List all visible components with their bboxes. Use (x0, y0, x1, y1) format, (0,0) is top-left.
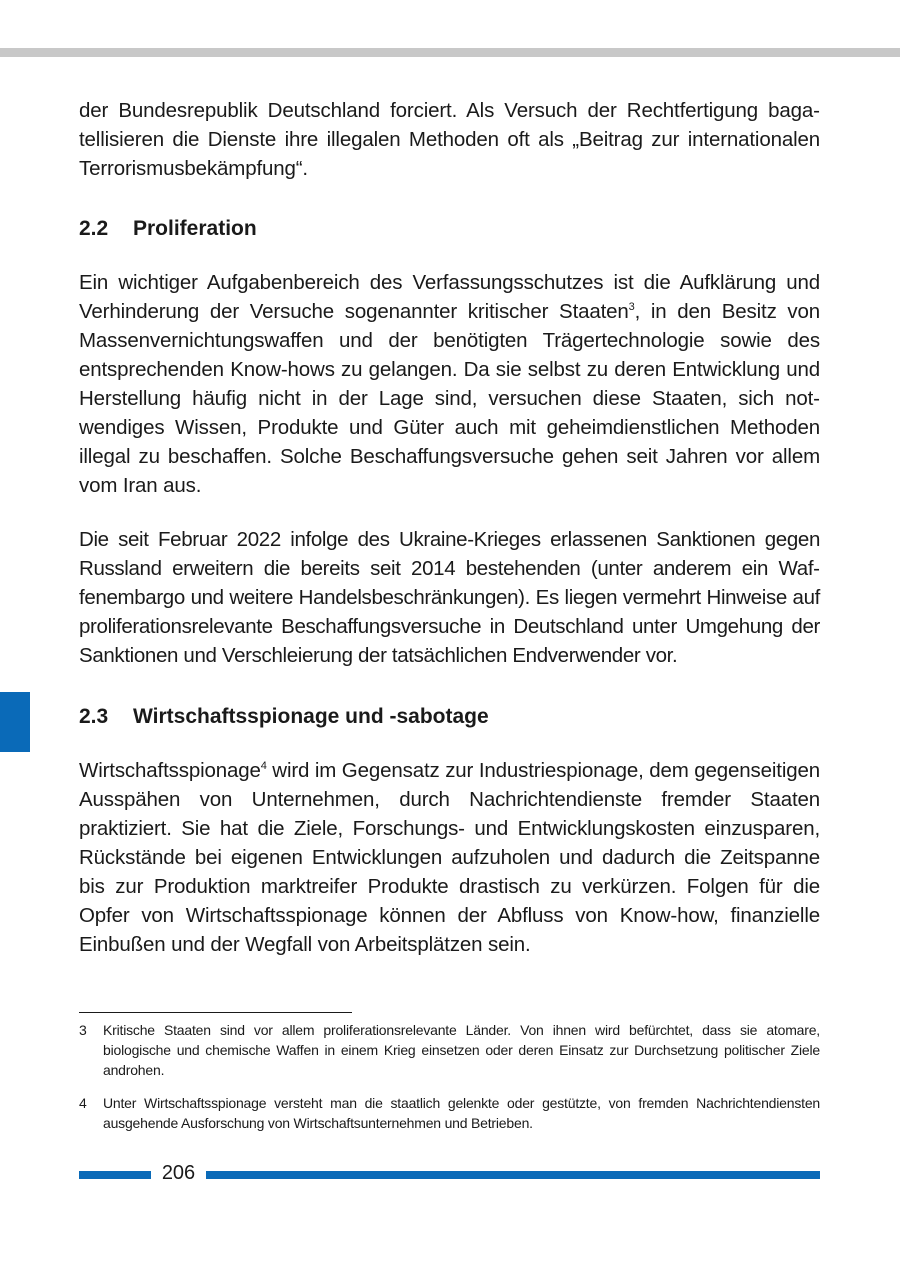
footnote-3 (79, 1020, 820, 1080)
proliferation-paragraph-2: Die seit Februar 2022 infolge des Ukraine-Krieges erlassenen Sanktionen gegen Russland erweitern die bereits seit 2014 bestehenden (unter anderem ein Waffenembargo und weitere Handelsbeschränkungen). Es liegen vermehrt Hinweise auf proliferationsrelevante Beschaffungsversuche in Deutschland unter Umgehung der Sanktionen und Verschleierung der tatsächlichen Endverwender vor. (79, 528, 820, 667)
section-number: 2.3 (79, 705, 109, 728)
paragraph-text: Ein wichtiger Aufgabenbereich des Verfassungsschutzes ist die Aufklärung und Verhinderung der Versuche sogenannter kritischer Staaten (79, 271, 820, 323)
section-heading-2-2 (79, 214, 820, 243)
chapter-side-tab (0, 692, 30, 752)
paragraph-text: wird im Gegensatz zur Industriespionage, dem gegenseitigen Ausspähen von Unternehmen, durch Nachrichtendienste fremder Staaten praktiziert. Sie hat die Ziele, Forschungs- und Entwicklungskosten einzusparen, Rückstände bei eigenen Entwicklungen aufzuholen und dadurch die Zeitspanne bis zur Produktion marktreifer Produkte drastisch zu verkürzen. Folgen für die Opfer von Wirtschaftsspionage können der Abfluss von Know-how, finanzielle Einbußen und der Wegfall von Arbeitsplätzen sein. (79, 759, 820, 956)
main-content (79, 96, 820, 959)
footnote-text: Unter Wirtschaftsspionage versteht man die staatlich gelenkte oder gestützte, von fremden Nachrichtendiensten ausgehende Ausforschung von Wirtschaftsunternehmen und Betrieben. (103, 1095, 820, 1131)
wirtschaftsspionage-paragraph (79, 756, 820, 959)
proliferation-paragraph-1 (79, 268, 820, 500)
footnote-ref-4: 4 (260, 760, 267, 772)
section-heading-2-3 (79, 702, 820, 731)
footnote-number: 4 (79, 1095, 87, 1111)
footnote-ref-3: 3 (628, 301, 635, 313)
footnote-4 (79, 1093, 820, 1133)
section-number: 2.2 (79, 217, 109, 240)
footnote-divider (79, 1012, 352, 1013)
section-title: Proliferation (133, 217, 257, 240)
paragraph-text: , in den Besitz von Massenvernichtungswaffen und der benötigten Trägertechnologie sowie des entsprechenden Know-hows zu gelangen. Da sie selbst zu deren Entwicklung und Herstellung häufig nicht in der Lage sind, versuchen diese Staaten, sich notwendiges Wissen, Produkte und Güter auch mit geheimdienstlichen Methoden illegal zu beschaffen. Solche Beschaffungsversuche gehen seit Jahren vor allem vom Iran aus. (79, 300, 820, 497)
footnotes (79, 1020, 820, 1133)
intro-paragraph: der Bundesrepublik Deutschland forciert. Als Versuch der Rechtfertigung bagatellisieren die Dienste ihre illegalen Methoden oft als „Beitrag zur internationalen Terrorismusbekämpfung“. (79, 99, 820, 180)
page-number: 206 (161, 1162, 196, 1184)
top-gray-bar (0, 48, 900, 57)
paragraph-text: Wirtschaftsspionage (79, 759, 261, 782)
section-title: Wirtschaftsspionage und -sabotage (133, 705, 489, 728)
footer-rule-left (79, 1171, 151, 1179)
footnote-number: 3 (79, 1022, 87, 1038)
footnote-text: Kritische Staaten sind vor allem proliferationsrelevante Länder. Von ihnen wird befürchtet, dass sie atomare, biologische und chemische Waffen in einem Krieg einsetzen oder deren Einsatz zur Durchsetzung politischer Ziele androhen. (103, 1022, 820, 1078)
footer-rule-right (206, 1171, 820, 1179)
